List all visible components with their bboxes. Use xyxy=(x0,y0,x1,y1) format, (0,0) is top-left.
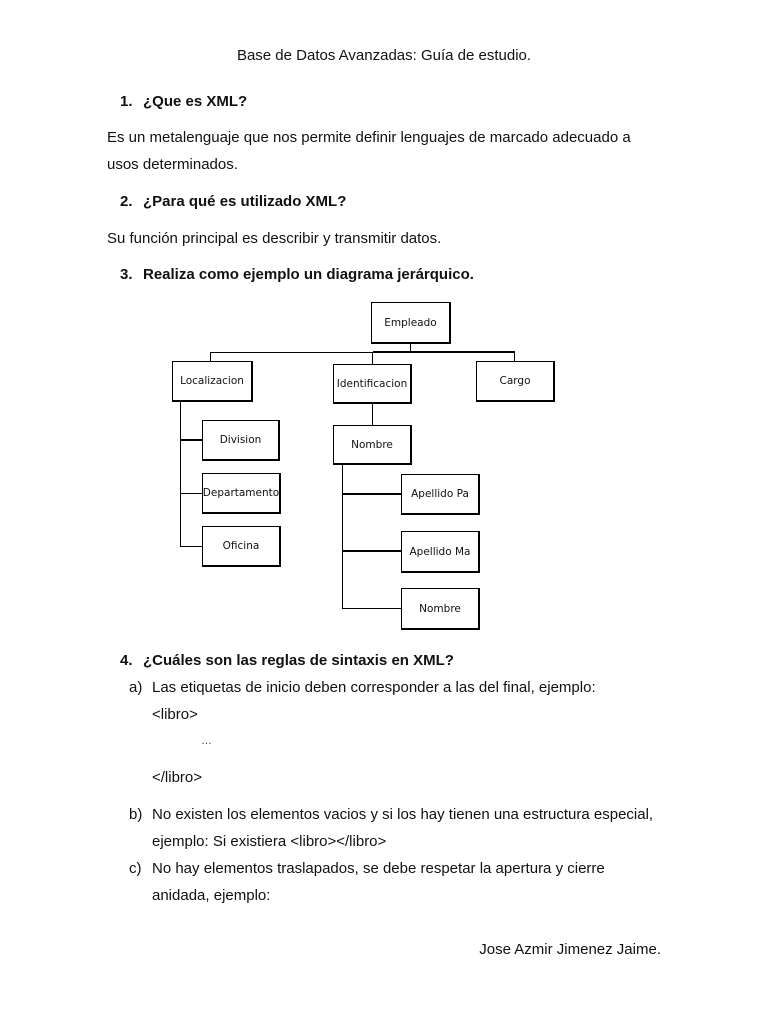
question-3 xyxy=(120,266,474,284)
connector-line xyxy=(342,608,401,609)
connector-line xyxy=(180,493,202,494)
connector-line xyxy=(180,401,181,547)
rule-a-close-tag: </libro> xyxy=(152,769,203,786)
question-2 xyxy=(120,193,346,211)
rule-b-line-1: No existen los elementos vacios y si los hay tienen una estructura especial, xyxy=(152,806,654,823)
connector-line xyxy=(373,351,515,353)
node-oficina: Oficina xyxy=(202,526,281,567)
connector-line xyxy=(342,550,401,552)
rule-b-label: b) xyxy=(129,806,143,823)
rule-b-line-2: ejemplo: Si existiera <libro></libro> xyxy=(152,833,387,850)
document-title: Base de Datos Avanzadas: Guía de estudio. xyxy=(236,47,532,64)
connector-line xyxy=(342,464,343,609)
node-departamento: Departamento xyxy=(202,473,281,514)
connector-line xyxy=(180,546,202,547)
question-4 xyxy=(120,652,454,670)
node-identificacion: Identificacion xyxy=(333,364,412,404)
rule-c-line-2: anidada, ejemplo: xyxy=(152,887,271,904)
question-text: Realiza como ejemplo un diagrama jerárquico. xyxy=(143,266,474,283)
connector-line xyxy=(180,439,202,441)
connector-line xyxy=(372,403,373,425)
node-division: Division xyxy=(202,420,280,461)
author-name: Jose Azmir Jimenez Jaime. xyxy=(479,941,661,958)
connector-line xyxy=(342,493,401,495)
node-nombre-leaf: Nombre xyxy=(401,588,480,630)
rule-c-line-1: No hay elementos traslapados, se debe respetar la apertura y cierre xyxy=(152,860,605,877)
connector-line xyxy=(372,352,373,364)
rule-a-open-tag: <libro> xyxy=(152,706,198,723)
question-text: ¿Cuáles son las reglas de sintaxis en XML? xyxy=(143,652,454,669)
connector-line xyxy=(514,352,515,361)
answer-2: Su función principal es describir y transmitir datos. xyxy=(107,230,442,247)
node-apellido-pa: Apellido Pa xyxy=(401,474,480,515)
connector-line xyxy=(210,352,211,361)
question-number: 4. xyxy=(120,652,133,669)
node-cargo: Cargo xyxy=(476,361,555,402)
rule-a-text: Las etiquetas de inicio deben corresponder a las del final, ejemplo: xyxy=(152,679,596,696)
question-text: ¿Para qué es utilizado XML? xyxy=(143,193,347,210)
question-number: 3. xyxy=(120,266,133,283)
question-text: ¿Que es XML? xyxy=(143,93,248,110)
question-number: 2. xyxy=(120,193,133,210)
node-localizacion: Localizacion xyxy=(172,361,253,402)
rule-a-label: a) xyxy=(129,679,143,696)
node-apellido-ma: Apellido Ma xyxy=(401,531,480,573)
rule-c-label: c) xyxy=(129,860,142,877)
question-number: 1. xyxy=(120,93,133,110)
answer-1-line-1: Es un metalenguaje que nos permite definir lenguajes de marcado adecuado a xyxy=(107,129,631,146)
question-1 xyxy=(120,93,247,111)
node-nombre: Nombre xyxy=(333,425,412,465)
node-empleado: Empleado xyxy=(371,302,451,344)
answer-1-line-2: usos determinados. xyxy=(107,156,238,173)
rule-a-ellipsis: … xyxy=(201,735,212,747)
